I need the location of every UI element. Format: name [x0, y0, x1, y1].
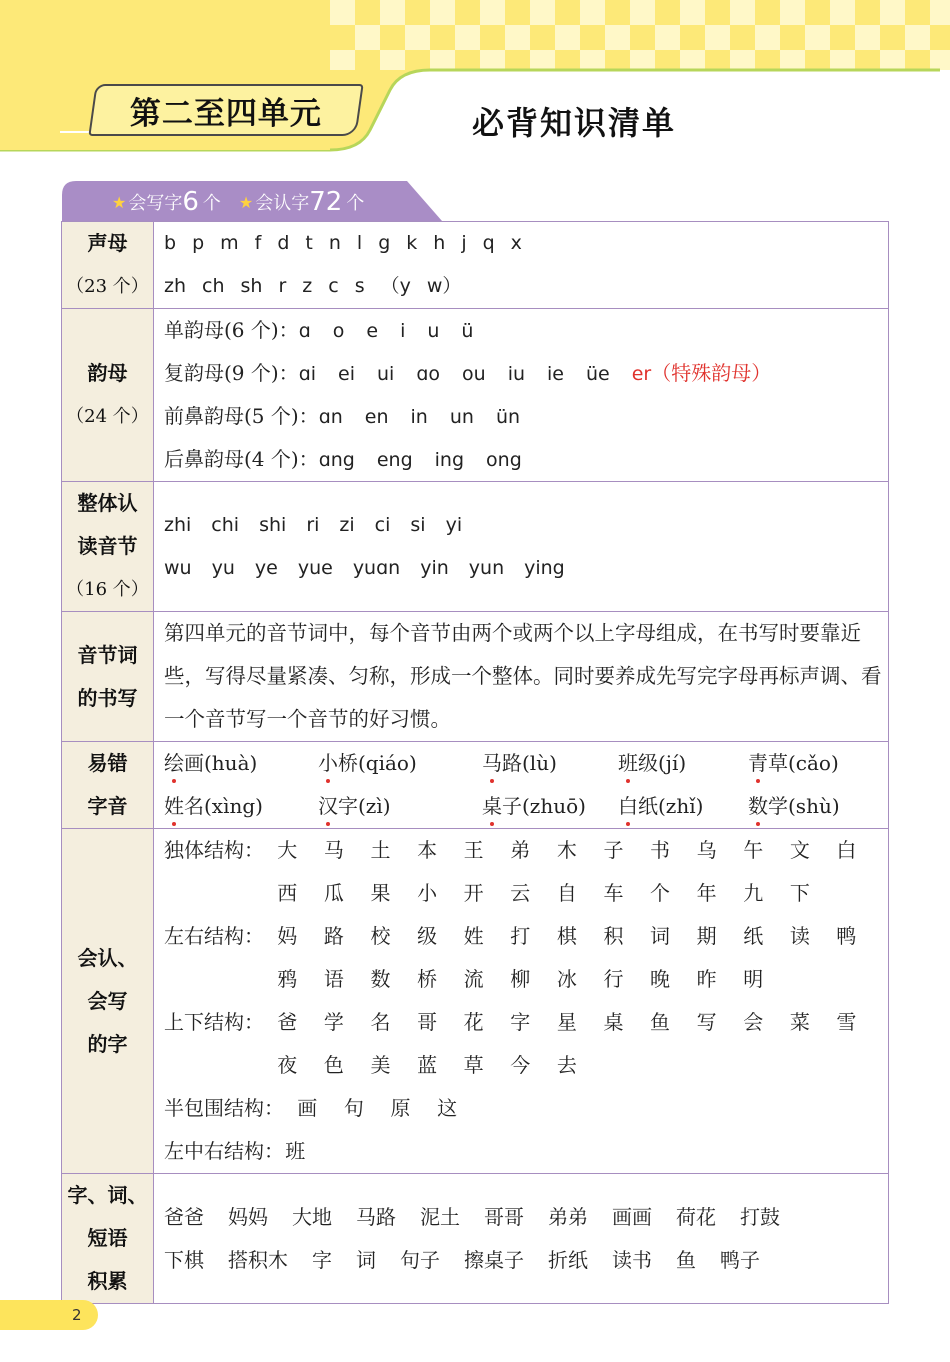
row-content — [154, 222, 889, 309]
pinyin-token: yue — [297, 556, 333, 579]
error-prone-word: 班级(jí) — [618, 742, 748, 785]
row-content: 独体结构： 大 马 土 本 王 弟 木 子 书 乌 午 文 白 西 瓜 果 小 开 云 自 车 个 年 九 下 左右结构： 妈 路 校 级 姓 打 棋 积 词 期 纸 读 鸭 鸦 语 数 桥 流 柳 冰 行 晚 昨 明 上下结构： 爸 学 名 哥 花 字 星 桌 鱼 写 会 菜 雪 夜 色 美 蓝 草 今 去 半包围结构： 画 句 原 这 左中右结构：班 — [154, 829, 889, 1174]
pinyin-token: ui — [377, 363, 395, 385]
knowledge-table — [61, 221, 889, 1304]
character: 草 — [463, 1053, 484, 1077]
write-count: 6 — [182, 187, 199, 217]
vocab-word: 鱼 — [676, 1247, 696, 1272]
pinyin-token: un — [449, 406, 474, 428]
pinyin-token: wu — [164, 556, 192, 579]
row-error-prone — [62, 742, 889, 829]
row-label: 声母 （23 个） — [62, 222, 154, 309]
pinyin-token: ɑng — [318, 449, 355, 471]
character: 哥 — [417, 1010, 438, 1034]
errors-line-2 — [164, 785, 888, 828]
character: 学 — [323, 1010, 344, 1034]
read-label: 会认字 — [255, 193, 310, 214]
vocab-word: 折纸 — [548, 1247, 588, 1272]
pinyin-token: m — [220, 232, 239, 254]
error-prone-word: 姓名(xìng) — [164, 785, 318, 828]
vocab-word: 泥土 — [420, 1204, 460, 1229]
vocab-word: 字 — [312, 1247, 332, 1272]
character: 午 — [743, 838, 764, 862]
character: 妈 — [277, 924, 298, 948]
emphasis-dot — [326, 822, 330, 826]
row-label: 音节词 的书写 — [62, 612, 154, 742]
row-vocabulary — [62, 1174, 889, 1304]
pinyin-token: ei — [338, 363, 355, 385]
pinyin-token: u — [427, 320, 440, 342]
initials-line-2 — [164, 265, 888, 308]
pinyin-token: zi — [339, 513, 355, 536]
pinyin-token: h — [433, 232, 446, 254]
character: 自 — [556, 881, 577, 905]
row-content — [154, 742, 889, 829]
character: 车 — [603, 881, 624, 905]
vocab-word: 爸爸 — [164, 1204, 204, 1229]
pinyin-token: ch — [202, 275, 225, 297]
row-label: 字、词、 短语 积累 — [62, 1174, 154, 1304]
character: 本 — [417, 838, 438, 862]
character: 积 — [603, 924, 624, 948]
pinyin-token: b — [164, 232, 177, 254]
pinyin-token: ü — [461, 320, 474, 342]
character: 行 — [603, 967, 624, 991]
vocab-word: 擦桌子 — [464, 1247, 524, 1272]
error-prone-word: 绘画(huà) — [164, 742, 318, 785]
character: 鱼 — [650, 1010, 671, 1034]
vocab-word: 下棋 — [164, 1247, 204, 1272]
character: 夜 — [277, 1053, 298, 1077]
pinyin-token: c — [328, 275, 339, 297]
vocab-word: 荷花 — [676, 1204, 716, 1229]
character: 白 — [836, 838, 857, 862]
character: 去 — [556, 1053, 577, 1077]
character: 班 — [285, 1139, 306, 1163]
vocab-word: 打鼓 — [740, 1204, 780, 1229]
character: 文 — [789, 838, 810, 862]
character: 开 — [463, 881, 484, 905]
character: 马 — [323, 838, 344, 862]
character: 字 — [510, 1010, 531, 1034]
emphasis-dot — [756, 822, 760, 826]
pinyin-token: yi — [445, 513, 463, 536]
character: 个 — [650, 881, 671, 905]
character: 名 — [370, 1010, 391, 1034]
character: 果 — [370, 881, 391, 905]
write-label: 会写字 — [128, 193, 183, 214]
emphasis-dot — [172, 779, 176, 783]
character: 读 — [789, 924, 810, 948]
pinyin-token: n — [328, 232, 341, 254]
character: 柳 — [510, 967, 531, 991]
emphasis-dot — [326, 779, 330, 783]
pinyin-token: j — [461, 232, 467, 254]
error-prone-word: 小桥(qiáo) — [318, 742, 482, 785]
pinyin-token: zh — [164, 275, 187, 297]
pinyin-token: l — [356, 232, 363, 254]
row-label: 易错 字音 — [62, 742, 154, 829]
pinyin-token: （y — [380, 275, 411, 297]
character: 西 — [277, 881, 298, 905]
pinyin-token: ong — [486, 449, 522, 471]
vocab-word: 读书 — [612, 1247, 652, 1272]
emphasis-dot — [490, 779, 494, 783]
character: 句 — [343, 1096, 364, 1120]
summary-banner-text — [112, 184, 364, 220]
character: 下 — [789, 881, 810, 905]
character: 大 — [277, 838, 298, 862]
pinyin-token: ci — [374, 513, 391, 536]
row-content — [154, 612, 889, 742]
pinyin-token: yuɑn — [352, 556, 401, 579]
character: 数 — [370, 967, 391, 991]
vocab-word: 词 — [356, 1247, 376, 1272]
row-label: 韵母 （24 个） — [62, 309, 154, 482]
character: 王 — [463, 838, 484, 862]
pinyin-token: s — [354, 275, 365, 297]
pinyin-token: k — [406, 232, 418, 254]
emphasis-dot — [172, 822, 176, 826]
emphasis-dot — [626, 779, 630, 783]
pinyin-token: zhi — [164, 513, 192, 536]
character: 鸦 — [277, 967, 298, 991]
pinyin-token: ɑo — [416, 363, 441, 385]
initials-line-1 — [164, 222, 888, 265]
character: 原 — [390, 1096, 411, 1120]
character: 花 — [463, 1010, 484, 1034]
pinyin-token: en — [364, 406, 389, 428]
character: 晚 — [650, 967, 671, 991]
pinyin-token: yu — [211, 556, 235, 579]
character: 写 — [696, 1010, 717, 1034]
pinyin-token: ie — [547, 363, 564, 385]
character: 年 — [696, 881, 717, 905]
character: 雪 — [836, 1010, 857, 1034]
pinyin-token: ye — [254, 556, 278, 579]
character: 云 — [510, 881, 531, 905]
character: 九 — [743, 881, 764, 905]
character: 校 — [370, 924, 391, 948]
pinyin-token: p — [192, 232, 205, 254]
character: 这 — [437, 1096, 458, 1120]
vocab-word: 搭积木 — [228, 1247, 288, 1272]
vocab-word: 弟弟 — [548, 1204, 588, 1229]
pinyin-token: shi — [259, 513, 287, 536]
page-heading: 必背知识清单 — [472, 104, 677, 142]
vocab-word: 妈妈 — [228, 1204, 268, 1229]
pinyin-token: r — [278, 275, 287, 297]
error-prone-word: 汉字(zì) — [318, 785, 482, 828]
pinyin-token: ying — [524, 556, 565, 579]
character: 明 — [743, 967, 764, 991]
pinyin-token: ɑi — [298, 363, 317, 385]
character: 美 — [370, 1053, 391, 1077]
character: 菜 — [789, 1010, 810, 1034]
read-unit: 个 — [346, 193, 365, 214]
pinyin-token: ou — [462, 363, 486, 385]
pinyin-token: i — [400, 320, 406, 342]
character: 语 — [323, 967, 344, 991]
character: 木 — [556, 838, 577, 862]
read-count: 72 — [309, 187, 343, 217]
pinyin-token: ɑn — [318, 406, 343, 428]
character: 会 — [743, 1010, 764, 1034]
pinyin-token: ing — [434, 449, 465, 471]
errors-line-1 — [164, 742, 888, 785]
unit-title: 第二至四单元 — [130, 95, 322, 132]
character: 弟 — [510, 838, 531, 862]
page-number: 2 — [72, 1306, 82, 1324]
pinyin-token: üe — [585, 363, 610, 385]
pinyin-token: o — [332, 320, 345, 342]
character: 今 — [510, 1053, 531, 1077]
pinyin-token: iu — [507, 363, 526, 385]
pinyin-token: ün — [495, 406, 521, 428]
character: 画 — [297, 1096, 318, 1120]
character: 爸 — [277, 1010, 298, 1034]
character: 色 — [323, 1053, 344, 1077]
emphasis-dot — [490, 822, 494, 826]
vocab-word: 马路 — [356, 1204, 396, 1229]
row-finals — [62, 309, 889, 482]
row-content — [154, 1174, 889, 1304]
writing-paragraph: 第四单元的音节词中，每个音节由两个或两个以上字母组成，在书写时要靠近些，写得尽量紧凑、匀称，形成一个整体。同时要养成先写完字母再标声调、看一个音节写一个音节的好习惯。 — [164, 621, 882, 731]
error-prone-word: 马路(lù) — [482, 742, 618, 785]
pinyin-token: in — [410, 406, 428, 428]
character: 桥 — [417, 967, 438, 991]
pinyin-token: w） — [426, 275, 462, 297]
pinyin-token: yun — [468, 556, 505, 579]
character: 星 — [556, 1010, 577, 1034]
error-prone-word: 桌子(zhuō) — [482, 785, 618, 828]
character: 瓜 — [323, 881, 344, 905]
error-prone-word: 白纸(zhǐ) — [618, 785, 748, 828]
character: 蓝 — [417, 1053, 438, 1077]
row-content: 单韵母(6 个)：ɑ o e i u ü 复韵母(9 个)：ɑi ei ui ɑo ou iu ie üe er（特殊韵母） 前鼻韵母(5 个)：ɑn en in un ün 后鼻韵母(4 个)：ɑng eng ing ong — [154, 309, 889, 482]
pinyin-token: g — [378, 232, 391, 254]
row-syllable-writing — [62, 612, 889, 742]
pinyin-token: sh — [240, 275, 263, 297]
character: 鸭 — [836, 924, 857, 948]
character: 土 — [370, 838, 391, 862]
character: 姓 — [463, 924, 484, 948]
character: 词 — [650, 924, 671, 948]
character: 级 — [417, 924, 438, 948]
character: 子 — [603, 838, 624, 862]
special-final: er — [631, 363, 652, 385]
vocab-word: 句子 — [400, 1247, 440, 1272]
pinyin-token: e — [366, 320, 379, 342]
row-label: 会认、 会写 的字 — [62, 829, 154, 1174]
pinyin-token: f — [254, 232, 262, 254]
vocab-word: 鸭子 — [720, 1247, 760, 1272]
vocab-word: 大地 — [292, 1204, 332, 1229]
character: 冰 — [556, 967, 577, 991]
character: 流 — [463, 967, 484, 991]
pinyin-token: q — [482, 232, 495, 254]
unit-title-badge — [88, 84, 363, 136]
pinyin-token: eng — [376, 449, 413, 471]
character: 乌 — [696, 838, 717, 862]
character: 书 — [650, 838, 671, 862]
error-prone-word: 数学(shù) — [748, 785, 888, 828]
character: 期 — [696, 924, 717, 948]
row-label: 整体认 读音节 （16 个） — [62, 482, 154, 612]
pinyin-token: d — [277, 232, 290, 254]
row-whole-syllables — [62, 482, 889, 612]
pinyin-token: yin — [420, 556, 449, 579]
pinyin-token: x — [510, 232, 522, 254]
pinyin-token: si — [410, 513, 426, 536]
pinyin-token: chi — [211, 513, 240, 536]
character: 小 — [417, 881, 438, 905]
pinyin-token: ri — [306, 513, 320, 536]
character: 纸 — [743, 924, 764, 948]
character: 路 — [323, 924, 344, 948]
pinyin-token: ɑ — [298, 320, 311, 342]
vocab-word: 画画 — [612, 1204, 652, 1229]
emphasis-dot — [626, 822, 630, 826]
pinyin-token: z — [302, 275, 313, 297]
row-characters — [62, 829, 889, 1174]
emphasis-dot — [756, 779, 760, 783]
character: 棋 — [556, 924, 577, 948]
pinyin-token: t — [305, 232, 313, 254]
star-icon: ★ — [112, 192, 127, 212]
vocab-word: 哥哥 — [484, 1204, 524, 1229]
character: 桌 — [603, 1010, 624, 1034]
error-prone-word: 青草(cǎo) — [748, 742, 888, 785]
character: 昨 — [696, 967, 717, 991]
star-icon: ★ — [238, 192, 254, 212]
page-number-badge — [0, 1300, 98, 1330]
character: 打 — [510, 924, 531, 948]
row-content — [154, 482, 889, 612]
write-unit: 个 — [202, 193, 221, 214]
row-initials — [62, 222, 889, 309]
